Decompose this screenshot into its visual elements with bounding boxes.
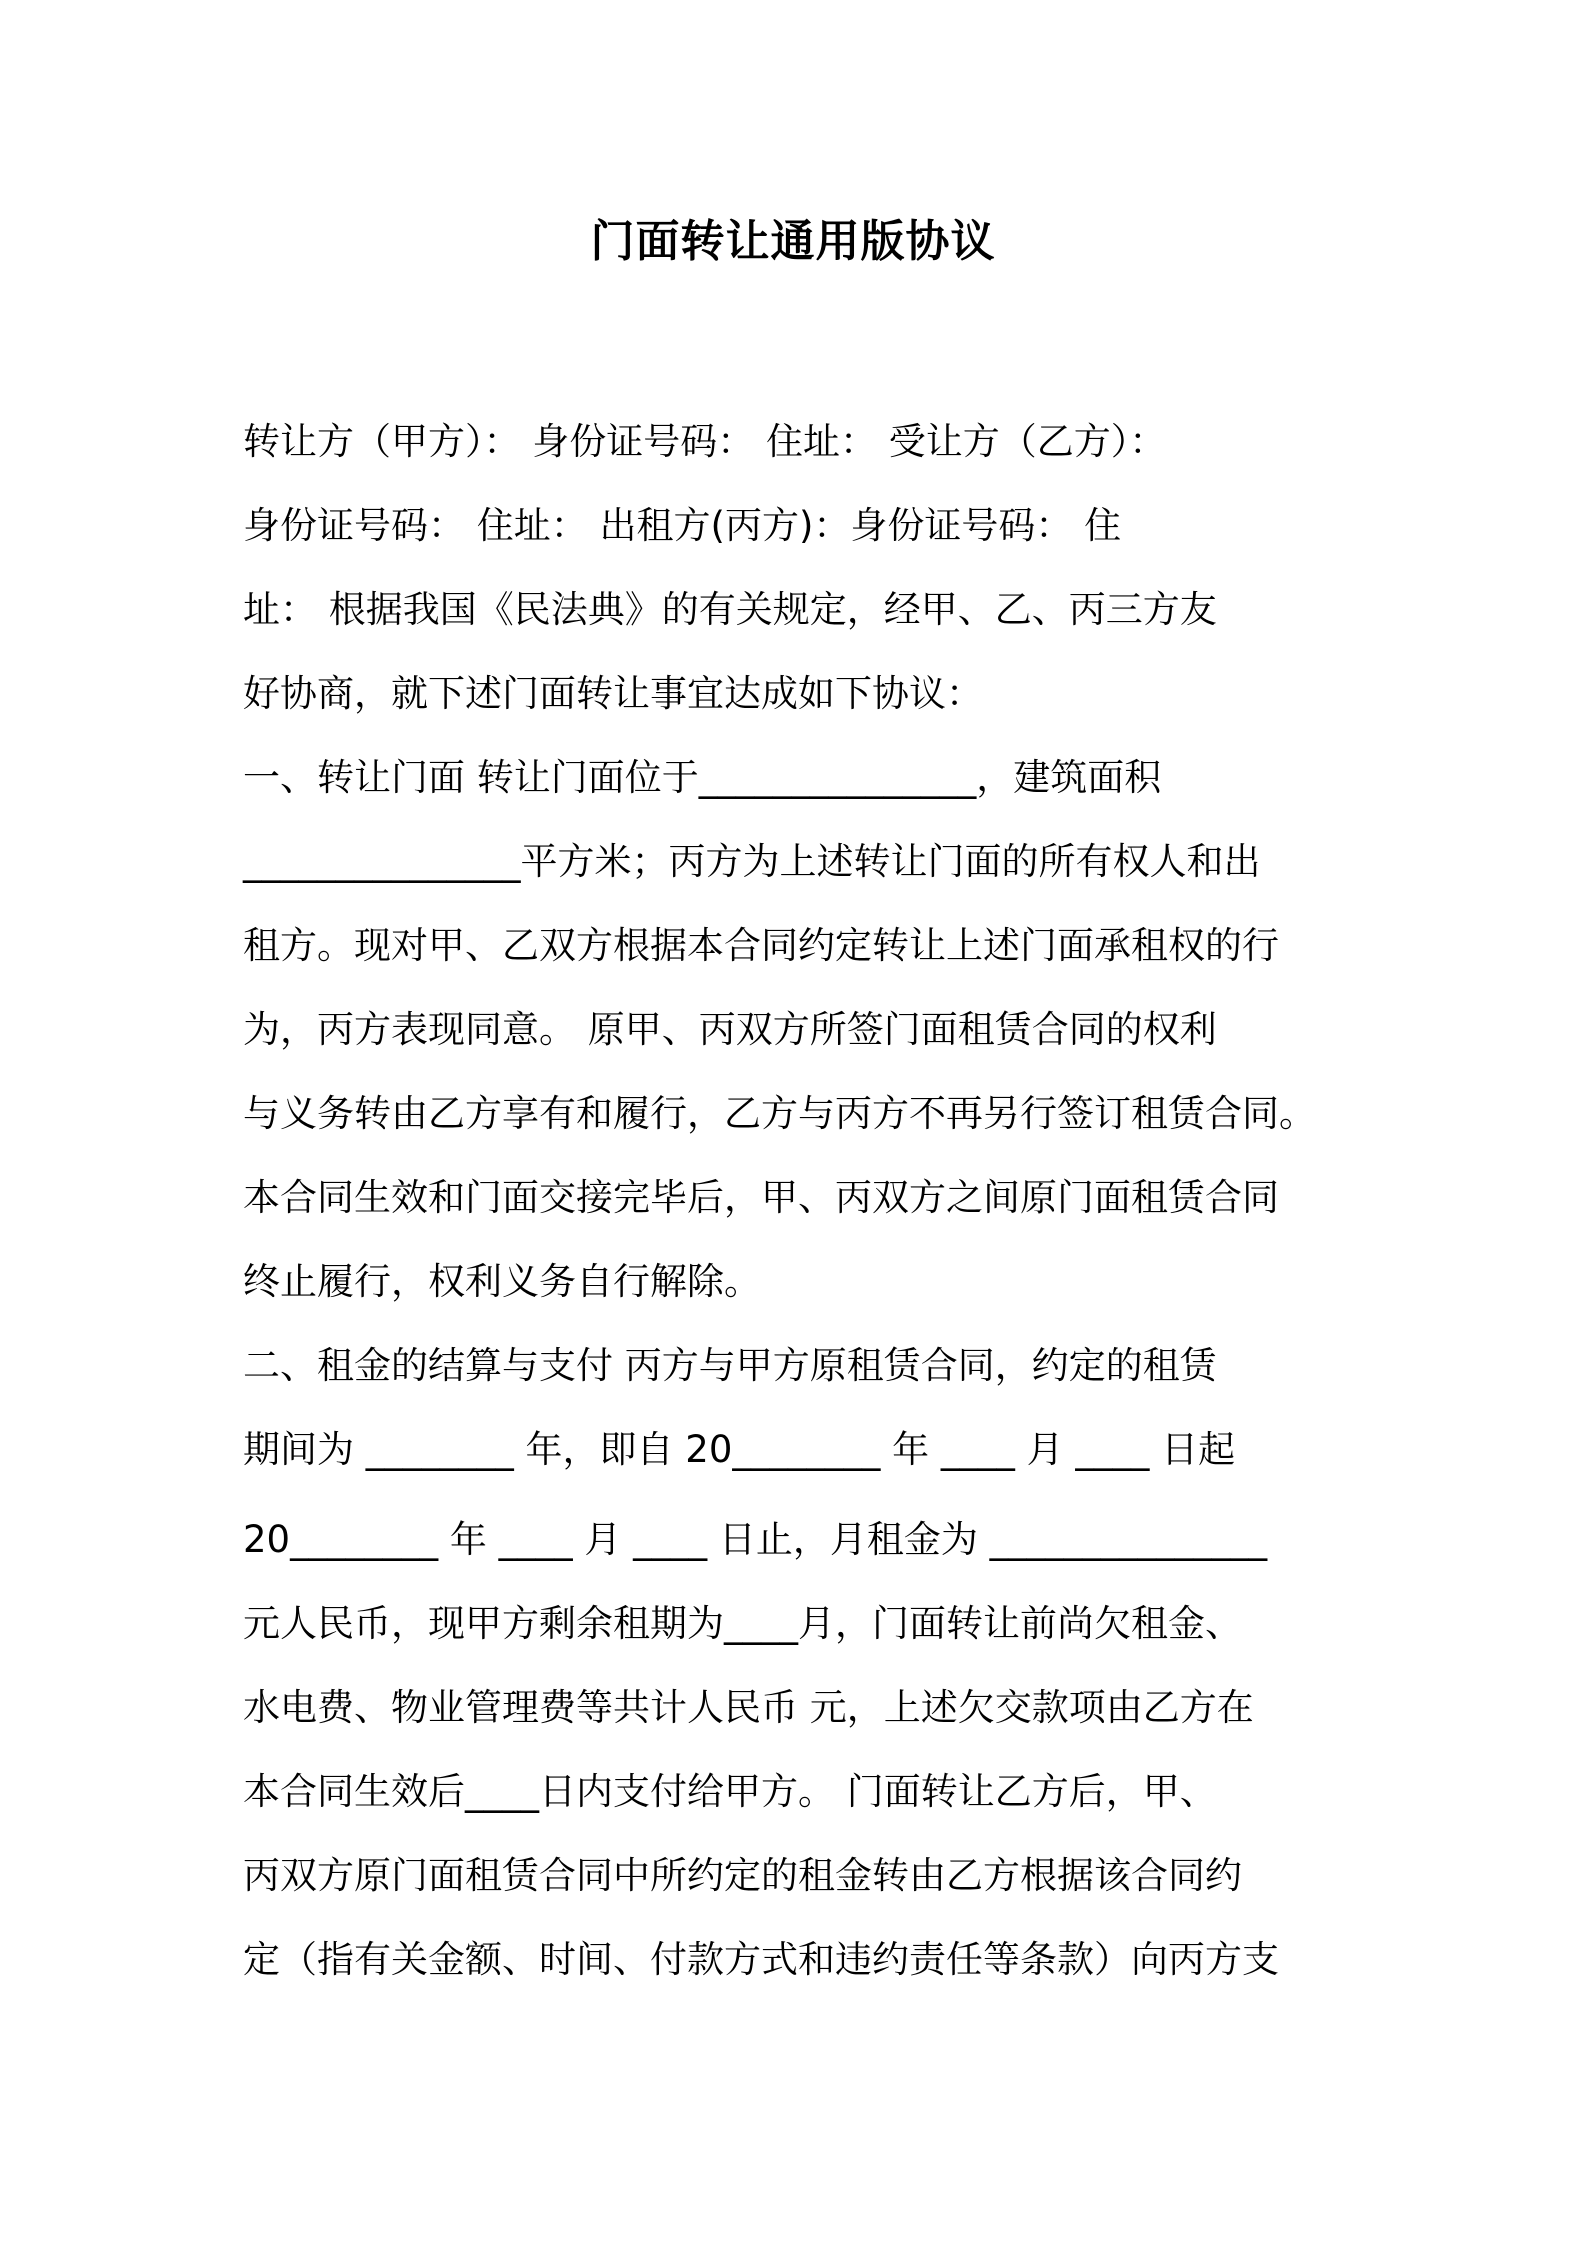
body-line: 终止履行，权利义务自行解除。 <box>243 1260 761 1303</box>
section-heading-transfer: 一、转让门面 转让门面位于_______________，建筑面积 <box>243 756 1162 799</box>
body-line: _______________平方米；丙方为上述转让门面的所有权人和出 <box>243 840 1261 883</box>
body-line: 期间为 ________ 年，即自 20________ 年 ____ 月 ____ 日起 <box>243 1428 1236 1471</box>
body-line: 址： 根据我国《民法典》的有关规定，经甲、乙、丙三方友 <box>243 588 1217 631</box>
body-line: 定（指有关金额、时间、付款方式和违约责任等条款）向丙方支 <box>243 1938 1279 1981</box>
section-heading-rent: 二、租金的结算与支付 丙方与甲方原租赁合同，约定的租赁 <box>243 1344 1217 1387</box>
body-line: 20________ 年 ____ 月 ____ 日止，月租金为 _______________ <box>243 1518 1268 1561</box>
body-line: 本合同生效和门面交接完毕后，甲、丙双方之间原门面租赁合同 <box>243 1176 1279 1219</box>
body-line: 转让方（甲方）： 身份证号码： 住址： 受让方（乙方）： <box>243 420 1167 463</box>
body-line: 好协商，就下述门面转让事宜达成如下协议： <box>243 672 983 715</box>
body-line: 本合同生效后____日内支付给甲方。 门面转让乙方后，甲、 <box>243 1770 1217 1813</box>
body-line: 元人民币，现甲方剩余租期为____月，门面转让前尚欠租金、 <box>243 1602 1242 1645</box>
document-title: 门面转让通用版协议 <box>590 216 996 267</box>
body-line: 与义务转由乙方享有和履行，乙方与丙方不再另行签订租赁合同。 <box>243 1092 1316 1135</box>
body-line: 身份证号码： 住址： 出租方(丙方)：身份证号码： 住 <box>243 504 1122 547</box>
body-line: 为，丙方表现同意。 原甲、丙双方所签门面租赁合同的权利 <box>243 1008 1217 1051</box>
body-line: 水电费、物业管理费等共计人民币 元，上述欠交款项由乙方在 <box>243 1686 1254 1729</box>
body-line: 丙双方原门面租赁合同中所约定的租金转由乙方根据该合同约 <box>243 1854 1242 1897</box>
body-line: 租方。现对甲、乙双方根据本合同约定转让上述门面承租权的行 <box>243 924 1279 967</box>
document-body <box>243 400 1373 2002</box>
